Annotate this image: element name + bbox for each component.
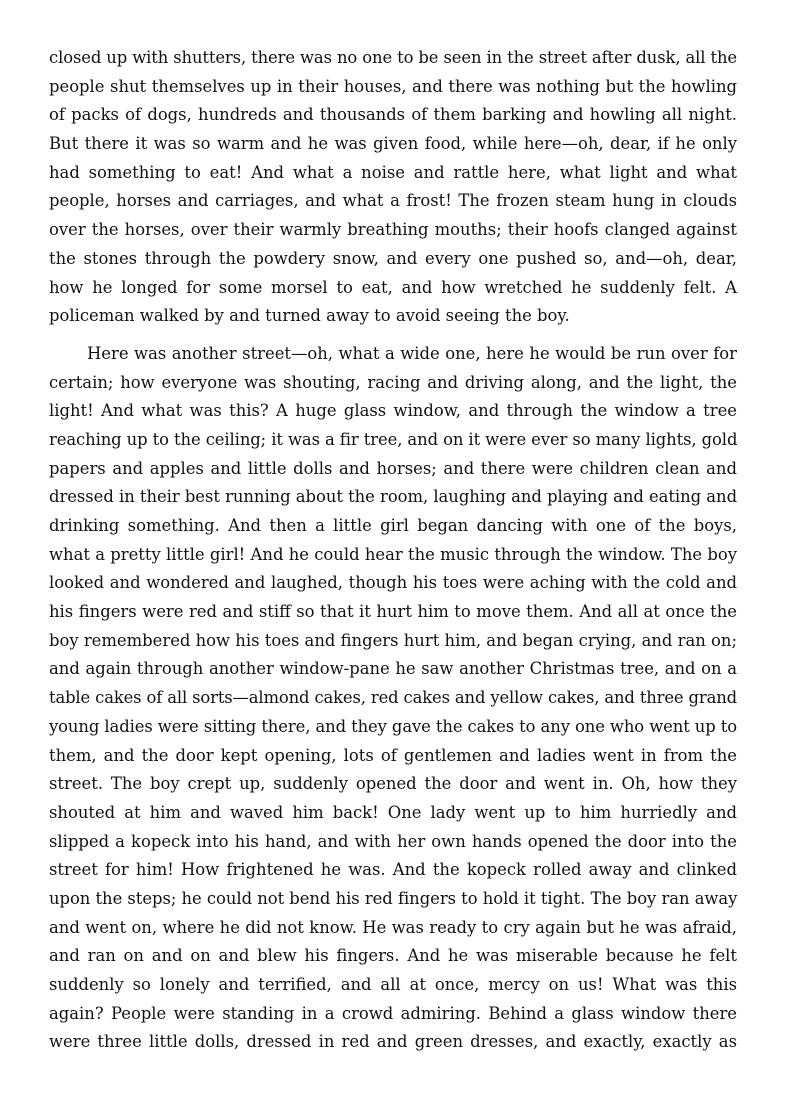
text-line: young ladies were sitting there, and they gave the cakes to any one who went up to xyxy=(49,716,738,736)
text-line: certain; how everyone was shouting, racing and driving along, and the light, the xyxy=(49,372,737,392)
text-line: But there it was so warm and he was given food, while here—oh, dear, if he only xyxy=(49,134,737,154)
text-line: Here was another street—oh, what a wide one, here he would be run over for xyxy=(87,343,737,363)
text-line: again? People were standing in a crowd admiring. Behind a glass window there xyxy=(49,1003,737,1023)
paragraph-2 xyxy=(49,340,737,1057)
text-line: light! And what was this? A huge glass window, and through the window a tree xyxy=(49,401,737,421)
text-line: papers and apples and little dolls and horses; and there were children clean and xyxy=(49,458,737,478)
text-line: were three little dolls, dressed in red and green dresses, and exactly, exactly as xyxy=(49,1032,737,1052)
text-line: them, and the door kept opening, lots of gentlemen and ladies went in from the xyxy=(49,745,737,765)
text-line: looked and wondered and laughed, though his toes were aching with the cold and xyxy=(49,573,737,593)
text-line: street for him! How frightened he was. And the kopeck rolled away and clinked xyxy=(49,860,737,880)
text-line: people shut themselves up in their houses, and there was nothing but the howling xyxy=(49,76,737,96)
text-line: of packs of dogs, hundreds and thousands of them barking and howling all night. xyxy=(49,105,737,125)
text-line: boy remembered how his toes and fingers hurt him, and began crying, and ran on; xyxy=(49,630,737,650)
text-line: the stones through the powdery snow, and every one pushed so, and—oh, dear, xyxy=(49,248,737,268)
paragraph-1 xyxy=(49,44,737,331)
text-line: drinking something. And then a little girl began dancing with one of the boys, xyxy=(49,516,737,535)
text-line: how he longed for some morsel to eat, and how wretched he suddenly felt. A xyxy=(49,277,737,297)
text-line: what a pretty little girl! And he could hear the music through the window. The boy xyxy=(49,544,737,564)
text-line: upon the steps; he could not bend his red fingers to hold it tight. The boy ran away xyxy=(49,888,738,908)
text-line: slipped a kopeck into his hand, and with her own hands opened the door into the xyxy=(49,831,737,851)
text-line: street. The boy crept up, suddenly opened the door and went in. Oh, how they xyxy=(49,774,737,794)
text-line: had something to eat! And what a noise and rattle here, what light and what xyxy=(49,162,737,182)
text-line: and again through another window-pane he saw another Christmas tree, and on a xyxy=(49,659,737,679)
text-line: his fingers were red and stiff so that it hurt him to move them. And all at once the xyxy=(49,602,737,622)
text-line: dressed in their best running about the room, laughing and playing and eating and xyxy=(49,487,738,507)
text-line: shouted at him and waved him back! One lady went up to him hurriedly and xyxy=(49,802,737,822)
text-line: suddenly so lonely and terrified, and all at once, mercy on us! What was this xyxy=(49,975,737,994)
text-line: closed up with shutters, there was no one to be seen in the street after dusk, all the xyxy=(49,48,737,67)
text-line: reaching up to the ceiling; it was a fir tree, and on it were ever so many lights, gold xyxy=(49,429,738,449)
document-page xyxy=(49,44,737,1057)
text-line: policeman walked by and turned away to avoid seeing the boy. xyxy=(49,306,570,326)
text-line: over the horses, over their warmly breathing mouths; their hoofs clanged against xyxy=(49,220,737,240)
text-line: and went on, where he did not know. He was ready to cry again but he was afraid, xyxy=(49,917,737,937)
text-line: table cakes of all sorts—almond cakes, red cakes and yellow cakes, and three grand xyxy=(49,688,737,708)
text-line: and ran on and on and blew his fingers. And he was miserable because he felt xyxy=(49,946,737,966)
text-line: people, horses and carriages, and what a frost! The frozen steam hung in clouds xyxy=(49,191,737,211)
